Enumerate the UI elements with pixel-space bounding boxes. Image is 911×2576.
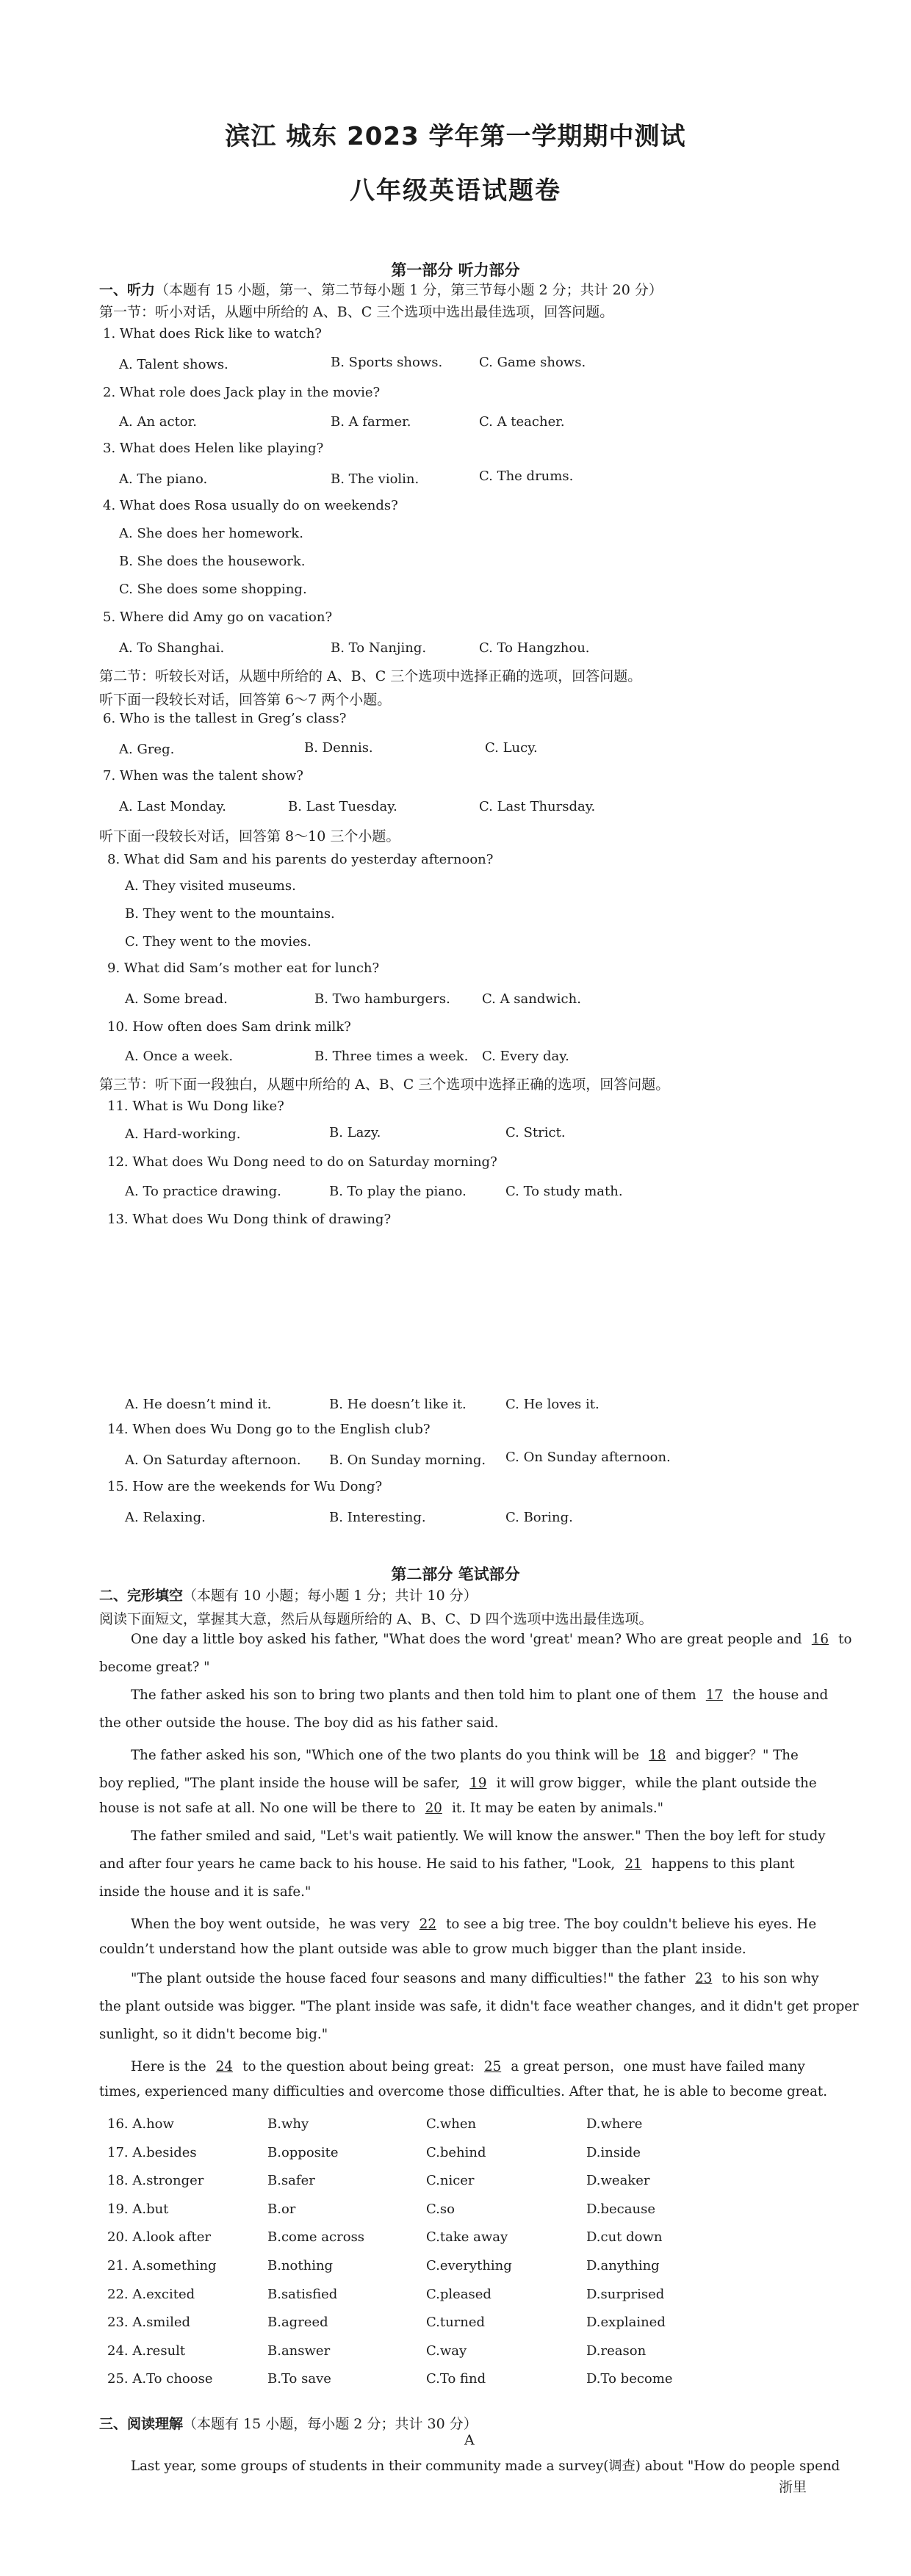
- q13-option-a: A. He doesn’t mind it.: [125, 1397, 272, 1412]
- blank-21: 21: [624, 1856, 642, 1872]
- question-13: 13. What does Wu Dong think of drawing?: [107, 1212, 392, 1227]
- blank-23: 23: [695, 1971, 713, 1986]
- q14-option-c: C. On Sunday afternoon.: [505, 1450, 671, 1465]
- q1-option-a: A. Talent shows.: [119, 357, 228, 372]
- q8-option-b: B. They went to the mountains.: [125, 906, 335, 922]
- choice-21-a: 21. A.something: [107, 2258, 217, 2273]
- exam-subtitle: 八年级英语试题卷: [350, 176, 561, 206]
- q11-option-c: C. Strict.: [505, 1125, 566, 1140]
- cloze-para5-line2: couldn’t understand how the plant outside was able to grow much bigger than the plant inside.: [99, 1942, 746, 1957]
- cloze-para4-line1: The father smiled and said, "Let's wait patiently. We will know the answer." Then the boy left for study: [131, 1828, 826, 1844]
- q9-option-c: C. A sandwich.: [482, 991, 581, 1007]
- choice-22-b: B.satisfied: [267, 2287, 338, 2302]
- cloze-para3-line3: house is not safe at all. No one will be there to 20 it. It may be eaten by animals.": [99, 1801, 664, 1816]
- blank-20: 20: [425, 1801, 442, 1816]
- question-2: 2. What role does Jack play in the movie?: [103, 385, 381, 400]
- q12-option-a: A. To practice drawing.: [125, 1184, 281, 1199]
- choice-25-d: D.To become: [586, 2371, 673, 2387]
- choice-16-d: D.where: [586, 2116, 643, 2132]
- q2-option-a: A. An actor.: [119, 414, 197, 430]
- q12-option-b: B. To play the piano.: [329, 1184, 467, 1199]
- q6-option-a: A. Greg.: [119, 742, 175, 757]
- q1-option-c: C. Game shows.: [479, 355, 586, 370]
- question-5: 5. Where did Amy go on vacation?: [103, 609, 333, 625]
- cloze-para3-line2: boy replied, "The plant inside the house will be safer, 19 it will grow bigger，while the plant outside the: [99, 1776, 817, 1791]
- choice-24-a: 24. A.result: [107, 2343, 186, 2359]
- q13-option-c: C. He loves it.: [505, 1397, 599, 1412]
- choice-22-a: 22. A.excited: [107, 2287, 195, 2302]
- footer-mark: 浙里: [779, 2479, 807, 2495]
- q7-option-b: B. Last Tuesday.: [288, 799, 397, 814]
- choice-23-d: D.explained: [586, 2315, 666, 2330]
- blank-24: 24: [215, 2059, 233, 2074]
- choice-21-b: B.nothing: [267, 2258, 334, 2273]
- cloze-para6-line2: the plant outside was bigger. "The plant inside was safe, it didn't face weather changes, and it didn't get proper: [99, 1999, 859, 2014]
- q15-option-a: A. Relaxing.: [125, 1510, 206, 1525]
- q4-option-b: B. She does the housework.: [119, 554, 306, 569]
- section3-desc: （本题有 15 小题，每小题 2 分；共计 30 分）: [183, 2416, 478, 2432]
- choice-18-b: B.safer: [267, 2173, 315, 2188]
- q5-option-c: C. To Hangzhou.: [479, 640, 590, 656]
- q15-option-c: C. Boring.: [505, 1510, 573, 1525]
- choice-25-c: C.To find: [426, 2371, 486, 2387]
- choice-23-c: C.turned: [426, 2315, 486, 2330]
- blank-17: 17: [705, 1687, 723, 1703]
- choice-18-a: 18. A.stronger: [107, 2173, 204, 2188]
- choice-16-a: 16. A.how: [107, 2116, 174, 2132]
- choice-17-a: 17. A.besides: [107, 2145, 197, 2160]
- choice-16-c: C.when: [426, 2116, 477, 2132]
- choice-22-d: D.surprised: [586, 2287, 665, 2302]
- question-11: 11. What is Wu Dong like?: [107, 1099, 284, 1114]
- q4-option-a: A. She does her homework.: [119, 526, 303, 541]
- choice-17-c: C.behind: [426, 2145, 486, 2160]
- choice-20-a: 20. A.look after: [107, 2229, 212, 2245]
- q11-option-a: A. Hard-working.: [125, 1126, 241, 1142]
- choice-18-d: D.weaker: [586, 2173, 650, 2188]
- cloze-para7-line1: Here is the 24 to the question about being great: 25 a great person，one must have failed many: [131, 2059, 805, 2074]
- question-6: 6. Who is the tallest in Greg’s class?: [103, 711, 347, 726]
- section2-label: 二、完形填空: [99, 1588, 184, 1604]
- choice-23-a: 23. A.smiled: [107, 2315, 191, 2330]
- choice-18-c: C.nicer: [426, 2173, 475, 2188]
- q9-option-a: A. Some bread.: [125, 991, 228, 1007]
- q13-option-b: B. He doesn’t like it.: [329, 1397, 467, 1412]
- section1-desc: （本题有 15 小题，第一、第二节每小题 1 分，第三节每小题 2 分；共计 20 分）: [155, 282, 663, 298]
- cloze-para4-line3: inside the house and it is safe.": [99, 1884, 312, 1900]
- sub3-instruction: 第三节：听下面一段独白，从题中所给的 A、B、C 三个选项中选择正确的选项，回答问题。: [99, 1077, 670, 1093]
- question-15: 15. How are the weekends for Wu Dong?: [107, 1479, 383, 1494]
- choice-22-c: C.pleased: [426, 2287, 491, 2302]
- q4-option-c: C. She does some shopping.: [119, 582, 307, 597]
- choice-19-d: D.because: [586, 2201, 655, 2217]
- q12-option-c: C. To study math.: [505, 1184, 623, 1199]
- cloze-instruction: 阅读下面短文，掌握其大意，然后从每题所给的 A、B、C、D 四个选项中选出最佳选项。: [99, 1611, 653, 1627]
- q8-option-a: A. They visited museums.: [125, 878, 296, 894]
- choice-24-d: D.reason: [586, 2343, 647, 2359]
- section2-desc: （本题有 10 小题；每小题 1 分；共计 10 分）: [183, 1588, 478, 1604]
- choice-20-c: C.take away: [426, 2229, 508, 2245]
- section3-header: [99, 2413, 478, 2433]
- cloze-para3-line1: The father asked his son, "Which one of the two plants do you think will be 18 and bigger？" The: [131, 1748, 799, 1763]
- sub1-instruction: 第一节：听小对话，从题中所给的 A、B、C 三个选项中选出最佳选项，回答问题。: [99, 304, 614, 320]
- question-3: 3. What does Helen like playing?: [103, 441, 324, 456]
- question-7: 7. When was the talent show?: [103, 768, 303, 784]
- q3-option-a: A. The piano.: [119, 471, 208, 487]
- q5-option-b: B. To Nanjing.: [331, 640, 427, 656]
- question-10: 10. How often does Sam drink milk?: [107, 1019, 351, 1035]
- sub2-intro-1: 听下面一段较长对话，回答第 6～7 两个小题。: [99, 692, 392, 708]
- choice-17-b: B.opposite: [267, 2145, 339, 2160]
- passage-letter: A: [464, 2432, 475, 2448]
- cloze-para1-line1: One day a little boy asked his father, "What does the word 'great' mean? Who are great people and 16 to: [131, 1632, 852, 1647]
- q14-option-b: B. On Sunday morning.: [329, 1452, 486, 1468]
- choice-17-d: D.inside: [586, 2145, 641, 2160]
- q3-option-b: B. The violin.: [331, 471, 420, 487]
- choice-16-b: B.why: [267, 2116, 309, 2132]
- blank-22: 22: [419, 1917, 436, 1932]
- blank-16: 16: [811, 1632, 829, 1647]
- blank-18: 18: [649, 1748, 666, 1763]
- choice-19-c: C.so: [426, 2201, 455, 2217]
- q8-option-c: C. They went to the movies.: [125, 934, 312, 949]
- cloze-para2-line1: The father asked his son to bring two plants and then told him to plant one of them 17 the house and: [131, 1687, 829, 1703]
- section3-label: 三、阅读理解: [99, 2416, 184, 2432]
- q2-option-b: B. A farmer.: [331, 414, 411, 430]
- question-9: 9. What did Sam’s mother eat for lunch?: [107, 960, 380, 976]
- q11-option-b: B. Lazy.: [329, 1125, 381, 1140]
- q2-option-c: C. A teacher.: [479, 414, 565, 430]
- q10-option-c: C. Every day.: [482, 1049, 569, 1064]
- cloze-para4-line2: and after four years he came back to his house. He said to his father, "Look, 21 happens to this plant: [99, 1856, 795, 1872]
- cloze-para6-line3: sunlight, so it didn't become big.": [99, 2027, 328, 2042]
- q3-option-c: C. The drums.: [479, 468, 574, 484]
- cloze-para1-line2: become great? ": [99, 1660, 210, 1675]
- exam-title: 滨江 城东 2023 学年第一学期期中测试: [225, 122, 686, 151]
- choice-21-d: D.anything: [586, 2258, 660, 2273]
- part1-heading: 第一部分 听力部分: [391, 261, 520, 279]
- q9-option-b: B. Two hamburgers.: [314, 991, 450, 1007]
- cloze-para7-line2: times, experienced many difficulties and overcome those difficulties. After that, he is able to become great.: [99, 2084, 828, 2099]
- q6-option-c: C. Lucy.: [485, 740, 538, 756]
- choice-20-d: D.cut down: [586, 2229, 663, 2245]
- q10-option-b: B. Three times a week.: [314, 1049, 469, 1064]
- q7-option-c: C. Last Thursday.: [479, 799, 596, 814]
- choice-20-b: B.come across: [267, 2229, 365, 2245]
- q10-option-a: A. Once a week.: [125, 1049, 234, 1064]
- sub2-intro-2: 听下面一段较长对话，回答第 8～10 三个小题。: [99, 828, 400, 844]
- q1-option-b: B. Sports shows.: [331, 355, 443, 370]
- question-8: 8. What did Sam and his parents do yesterday afternoon?: [107, 852, 494, 867]
- choice-25-b: B.To save: [267, 2371, 331, 2387]
- section2-header: [99, 1585, 478, 1604]
- cloze-para6-line1: "The plant outside the house faced four seasons and many difficulties!" the father 23 to his son why: [131, 1971, 819, 1986]
- choice-19-a: 19. A.but: [107, 2201, 169, 2217]
- q5-option-a: A. To Shanghai.: [119, 640, 225, 656]
- cloze-para2-line2: the other outside the house. The boy did as his father said.: [99, 1715, 499, 1731]
- blank-25: 25: [484, 2059, 502, 2074]
- passage-a-line1: Last year, some groups of students in their community made a survey(调查) about "How do people spend: [131, 2459, 840, 2474]
- q14-option-a: A. On Saturday afternoon.: [125, 1452, 301, 1468]
- choice-19-b: B.or: [267, 2201, 296, 2217]
- question-1: 1. What does Rick like to watch?: [103, 326, 322, 341]
- part2-heading: 第二部分 笔试部分: [391, 1566, 520, 1583]
- cloze-para5-line1: When the boy went outside，he was very 22 to see a big tree. The boy couldn't believe his eyes. He: [131, 1917, 817, 1932]
- sub2-instruction: 第二节：听较长对话，从题中所给的 A、B、C 三个选项中选择正确的选项，回答问题。: [99, 668, 642, 684]
- question-14: 14. When does Wu Dong go to the English club?: [107, 1422, 431, 1437]
- q7-option-a: A. Last Monday.: [119, 799, 226, 814]
- choice-24-c: C.way: [426, 2343, 467, 2359]
- question-12: 12. What does Wu Dong need to do on Saturday morning?: [107, 1154, 497, 1170]
- choice-21-c: C.everything: [426, 2258, 512, 2273]
- section1-header: [99, 279, 663, 299]
- section1-label: 一、听力: [99, 282, 156, 298]
- q6-option-b: B. Dennis.: [304, 740, 373, 756]
- blank-19: 19: [469, 1776, 487, 1791]
- choice-23-b: B.agreed: [267, 2315, 328, 2330]
- choice-25-a: 25. A.To choose: [107, 2371, 213, 2387]
- question-4: 4. What does Rosa usually do on weekends?: [103, 498, 398, 513]
- q15-option-b: B. Interesting.: [329, 1510, 426, 1525]
- choice-24-b: B.answer: [267, 2343, 331, 2359]
